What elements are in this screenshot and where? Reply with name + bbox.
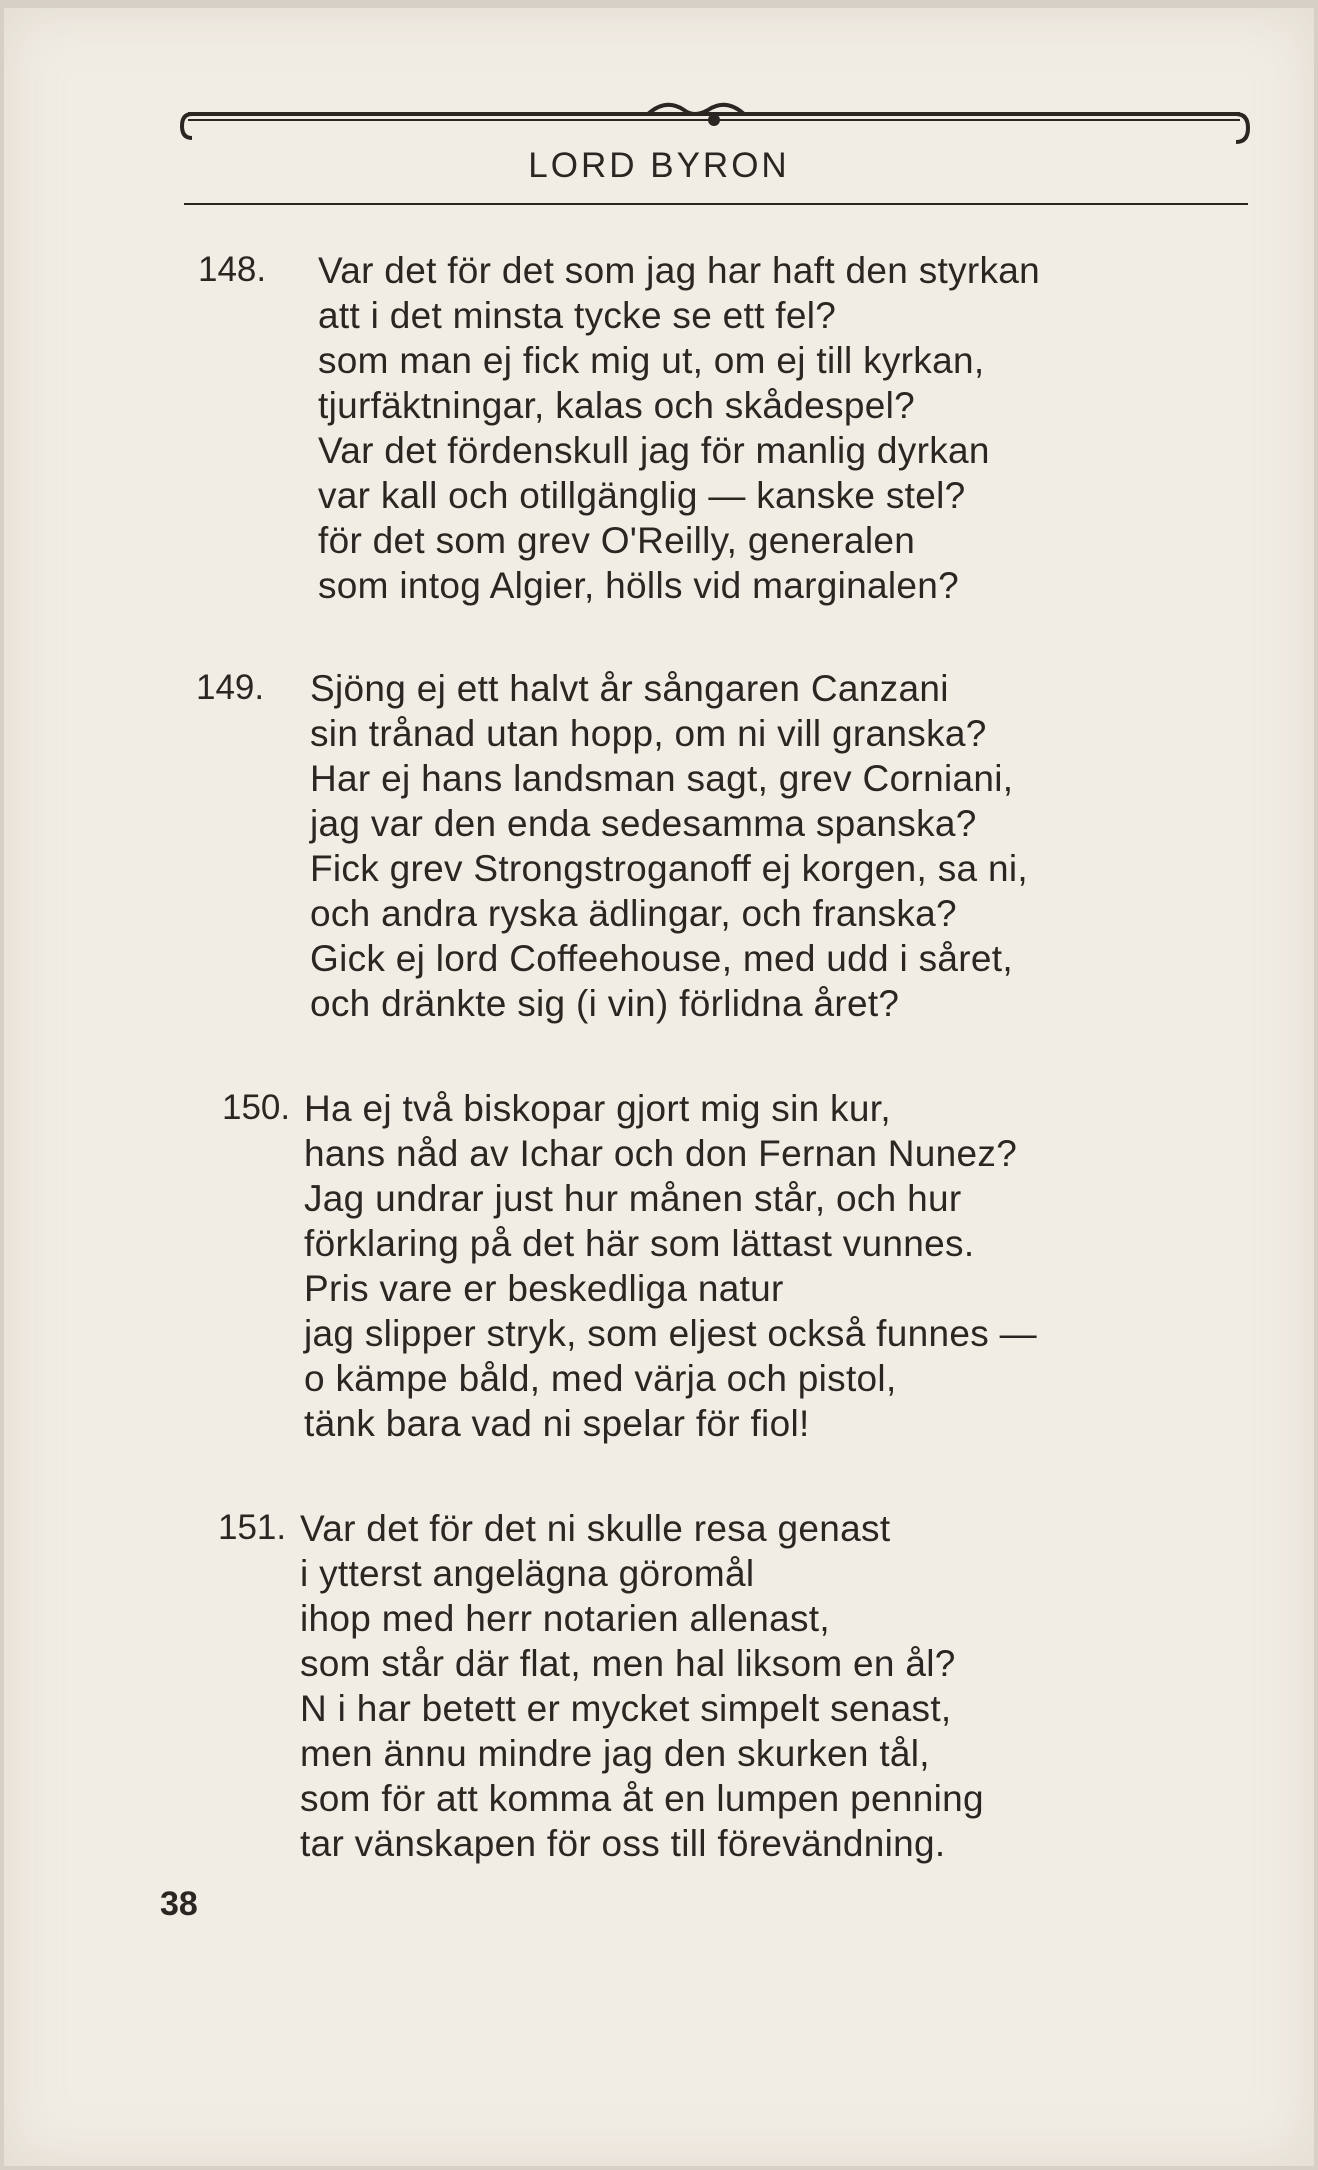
verse-line: som för att komma åt en lumpen penning (300, 1778, 984, 1819)
verse-line: hans nåd av Ichar och don Fernan Nunez? (304, 1133, 1018, 1174)
verse-line: och andra ryska ädlingar, och franska? (310, 893, 957, 934)
stanza-151 (0, 1508, 1318, 1888)
verse-line: att i det minsta tycke se ett fel? (318, 295, 837, 336)
verse-line: Fick grev Strongstroganoff ej korgen, sa ni, (310, 848, 1028, 889)
verse-line: Jag undrar just hur månen står, och hur (304, 1178, 962, 1219)
verse-line: tar vänskapen för oss till förevändning. (300, 1823, 946, 1864)
verse-line: Ha ej två biskopar gjort mig sin kur, (304, 1088, 891, 1129)
verse-line: jag var den enda sedesamma spanska? (310, 803, 977, 844)
verse-line: Pris vare er beskedliga natur (304, 1268, 784, 1309)
running-header: LORD BYRON (528, 146, 790, 185)
verse-line: för det som grev O'Reilly, generalen (318, 520, 916, 561)
verse-line: tänk bara vad ni spelar för fiol! (304, 1403, 810, 1444)
verse-line: Var det fördenskull jag för manlig dyrkan (318, 430, 990, 471)
verse-line: Var det för det som jag har haft den styrkan (318, 250, 1041, 291)
stanza-number: 148. (198, 250, 267, 289)
stanza-number: 151. (218, 1508, 287, 1547)
stanza-number: 149. (196, 668, 265, 707)
verse-line: Har ej hans landsman sagt, grev Corniani, (310, 758, 1014, 799)
header-rule (184, 203, 1248, 205)
verse-line: Sjöng ej ett halvt år sångaren Canzani (310, 668, 949, 709)
verse-line: och dränkte sig (i vin) förlidna året? (310, 983, 900, 1024)
verse-line: N i har betett er mycket simpelt senast, (300, 1688, 952, 1729)
verse-line: som intog Algier, hölls vid marginalen? (318, 565, 960, 606)
stanza-148 (0, 250, 1318, 630)
page-number: 38 (160, 1885, 198, 1923)
verse-line: som står där flat, men hal liksom en ål? (300, 1643, 956, 1684)
verse-line: som man ej fick mig ut, om ej till kyrkan, (318, 340, 985, 381)
verse-line: jag slipper stryk, som eljest också funnes — (304, 1313, 1037, 1354)
verse-line: o kämpe båld, med värja och pistol, (304, 1358, 897, 1399)
verse-line: tjurfäktningar, kalas och skådespel? (318, 385, 915, 426)
stanza-149 (0, 668, 1318, 1048)
verse-line: i ytterst angelägna göromål (300, 1553, 755, 1594)
stanza-150 (0, 1088, 1318, 1468)
verse-line: men ännu mindre jag den skurken tål, (300, 1733, 930, 1774)
verse-line: förklaring på det här som lättast vunnes. (304, 1223, 975, 1264)
verse-line: ihop med herr notarien allenast, (300, 1598, 830, 1639)
verse-line: Var det för det ni skulle resa genast (300, 1508, 891, 1549)
verse-line: sin trånad utan hopp, om ni vill granska? (310, 713, 987, 754)
verse-line: var kall och otillgänglig — kanske stel? (318, 475, 966, 516)
stanza-number: 150. (222, 1088, 291, 1127)
verse-line: Gick ej lord Coffeehouse, med udd i såret, (310, 938, 1013, 979)
